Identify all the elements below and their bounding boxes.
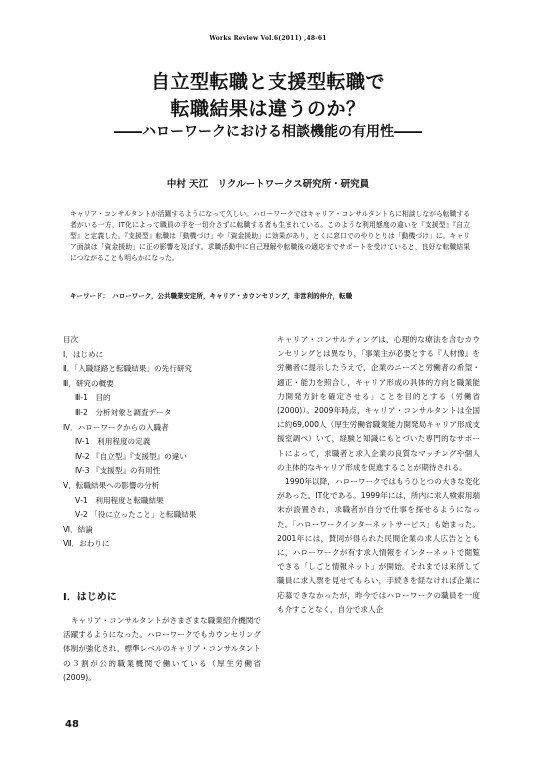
toc-item: Ⅳ-3 『支援型』の有用性 — [75, 466, 161, 476]
toc-item: Ⅳ-2 『自立型』『支援型』の違い — [75, 451, 187, 461]
toc-item: Ⅵ．結論 — [63, 524, 93, 534]
abstract: キャリア・コンサルタントが活躍するようになって久しい。ハローワークではキャリア・コンサルタントらに相談しながら転職する者がいる一方，IT化によって職員の手を一切介さずに転職する者も生まれている。このような利用態度の違いを『支援型』『自立型』と定義した。『支援型』転職は「動機づけ」や「資金援助」に効果があり，とくに窓口でのやりとりは「動機づけ」に。キャリア面談は「資金援助」に正の影響を及ぼす。求職活動中に自己理解や転職後の適応までサポートを受けていると，良好な転職結果につながることも明らかになった。 — [70, 210, 470, 262]
toc-heading: 目次 — [63, 335, 79, 344]
introduction-paragraph: キャリア・コンサルタントがさまざまな職業紹介機関で活躍するようになった。ハローワークでもカウンセリング体制が強化され，標準レベルのキャリア・コンサルタントの３割が公的職業機関で働いている（厚生労働省(2009)。 — [63, 616, 261, 682]
toc-item: Ⅲ-2 分析対象と調査データ — [75, 407, 172, 417]
toc-item: Ⅴ-2 「役に立ったこと」と転職結果 — [75, 510, 197, 520]
subtitle: ――ハローワークにおける相談機能の有用性―― — [114, 124, 422, 140]
toc-item: Ⅱ．「入職経路と転職結果」の先行研究 — [63, 364, 193, 374]
toc-item: Ⅳ-1 利用程度の定義 — [75, 437, 151, 447]
body-paragraph: キャリア・コンサルティングは，心理的な療法を含むカウンセリングとは異なり，「事業主が必要とする『人材像』を労働者に提示したうえで，企業のニーズと労働者の希望・適正・能力を照合し，キャリア形成の具体的方向と職業能力開発方針を確定させる」ことを目的とする（労働省(2000)）。2009年時点，キャリア・コンサルタントは全国に約69,000人（厚生労働省職業能力開発局キャリア形成支援室調べ）いて，経験と知識にもとづいた専門的なサポートによって，求職者と求人企業の良質なマッチングや個人の主体的なキャリア形成を促進することが期待される。 — [277, 335, 480, 472]
author-line: 中村 天江 リクルートワークス研究所・研究員 — [166, 179, 370, 190]
toc-item: Ⅳ．ハローワークからの入職者 — [63, 422, 169, 432]
toc-item: Ⅲ-1 目的 — [75, 393, 111, 403]
title-line-1: 自立型転職と支援型転職で — [150, 71, 385, 93]
toc-item: Ⅴ-1 利用程度と転職結果 — [75, 495, 164, 505]
table-of-contents — [63, 333, 263, 552]
title-line-2: 転職結果は違うのか？ — [170, 98, 366, 120]
toc-item: Ⅴ．転職結果への影響の分析 — [63, 480, 160, 490]
toc-item: Ⅶ．おわりに — [63, 539, 110, 549]
toc-item: Ⅰ．はじめに — [63, 349, 104, 359]
right-column — [277, 333, 480, 617]
journal-header: Works Review Vol.6(2011) ,48-61 — [209, 35, 327, 42]
page-number: 48 — [65, 719, 79, 730]
keywords: キーワード： ハローワーク，公共職業安定所，キャリア・カウンセリング，非営利的仲介，転職 — [70, 292, 353, 300]
toc-item: Ⅲ．研究の概要 — [63, 378, 114, 388]
section-heading-introduction: Ⅰ．はじめに — [63, 592, 117, 603]
body-paragraph: 1990年以降，ハローワークではもうひとつの大きな変化があった。IT化である。1999年には，所内に求人検索用端末が設置され，求職者が自分で仕事を探せるようになった。「ハローワークインターネットサービス」も始まった。2001年には，賛同が得られた民間企業の求人広告とともに，ハローワークが有す求人情報をインターネットで閲覧できる「しごと情報ネット」が開始。それまでは来所して職員に求人票を見せてもらい，手続きを経なければ企業に応募できなかったが，昨今ではハローワークの職員を一度も介すことなく，自分で求人企 — [277, 477, 480, 614]
